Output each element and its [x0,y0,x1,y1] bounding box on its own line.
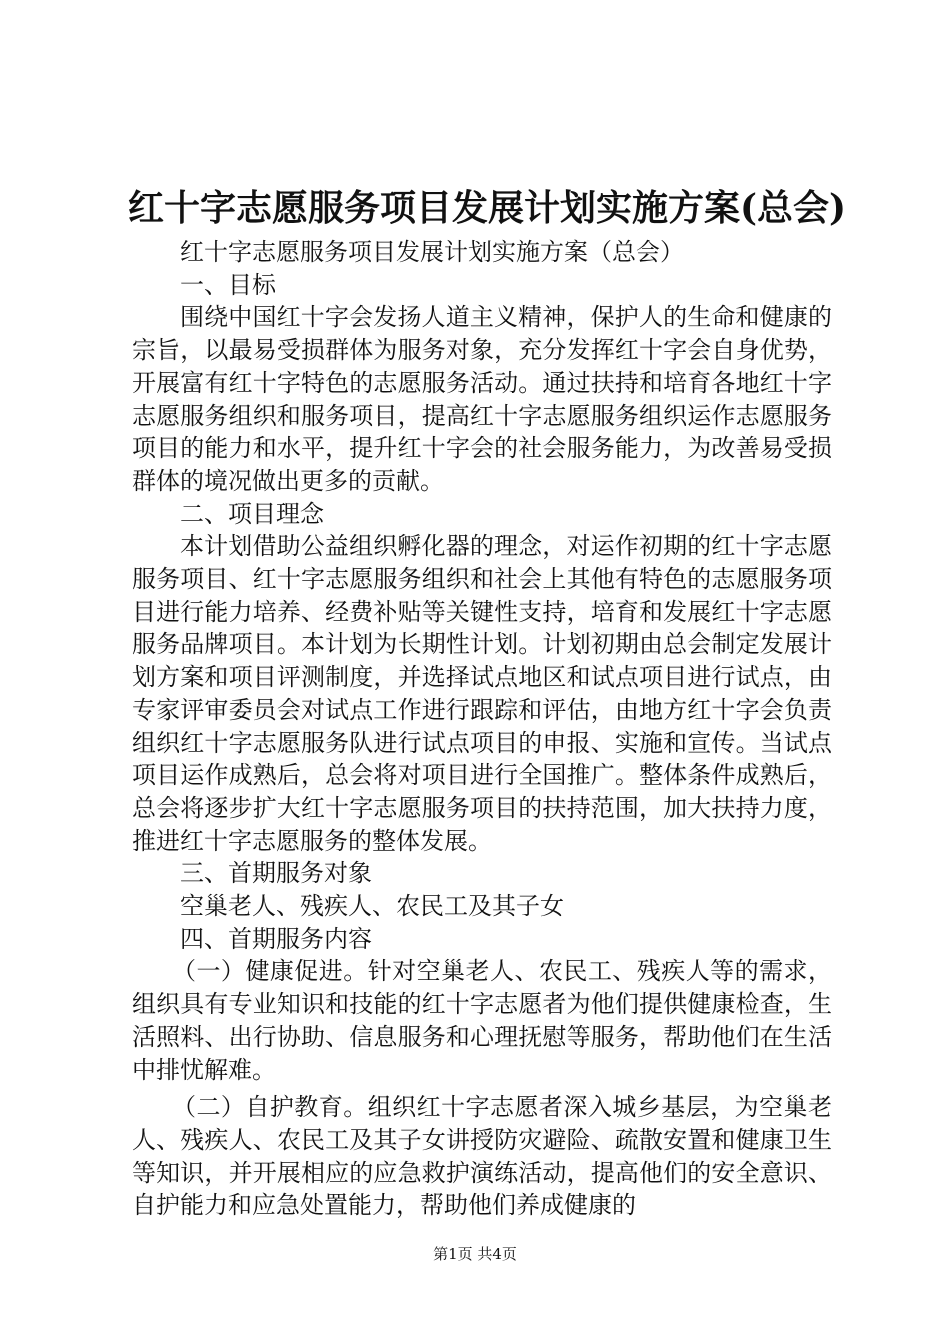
document-body [132,236,832,1222]
subtitle-paragraph: 红十字志愿服务项目发展计划实施方案（总会） [180,238,684,266]
section-heading-concept: 二、项目理念 [180,499,324,528]
document-title: 红十字志愿服务项目发展计划实施方案(总会) [128,187,847,229]
targets-paragraph: 空巢老人、残疾人、农民工及其子女 [180,892,564,921]
section-heading-targets: 三、首期服务对象 [180,859,372,888]
page-footer: 第1页 共4页 [433,1245,517,1263]
content-item-self-protection: （二）自护教育。组织红十字志愿者深入城乡基层，为空巢老人、残疾人、农民工及其子女讲授防灾避险、疏散安置和健康卫生等知识，并开展相应的应急救护演练活动，提高他们的安全意识、自护能力和应急处置能力，帮助他们养成健康的 [132,1093,832,1220]
section-heading-content: 四、首期服务内容 [180,924,372,953]
content-item-health: （一）健康促进。针对空巢老人、农民工、残疾人等的需求，组织具有专业知识和技能的红十字志愿者为他们提供健康检查，生活照料、出行协助、信息服务和心理抚慰等服务，帮助他们在生活中排忧解难。 [132,957,832,1084]
goal-paragraph: 围绕中国红十字会发扬人道主义精神，保护人的生命和健康的宗旨，以最易受损群体为服务对象，充分发挥红十字会自身优势，开展富有红十字特色的志愿服务活动。通过扶持和培育各地红十字志愿服务组织和服务项目，提高红十字志愿服务组织运作志愿服务项目的能力和水平，提升红十字会的社会服务能力，为改善易受损群体的境况做出更多的贡献。 [132,303,832,495]
concept-paragraph: 本计划借助公益组织孵化器的理念，对运作初期的红十字志愿服务项目、红十字志愿服务组织和社会上其他有特色的志愿服务项目进行能力培养、经费补贴等关键性支持，培育和发展红十字志愿服务品牌项目。本计划为长期性计划。计划初期由总会制定发展计划方案和项目评测制度，并选择试点地区和试点项目进行试点，由专家评审委员会对试点工作进行跟踪和评估，由地方红十字会负责组织红十字志愿服务队进行试点项目的申报、实施和宣传。当试点项目运作成熟后，总会将对项目进行全国推广。整体条件成熟后，总会将逐步扩大红十字志愿服务项目的扶持范围，加大扶持力度，推进红十字志愿服务的整体发展。 [132,532,832,855]
section-heading-goal: 一、目标 [180,270,276,299]
